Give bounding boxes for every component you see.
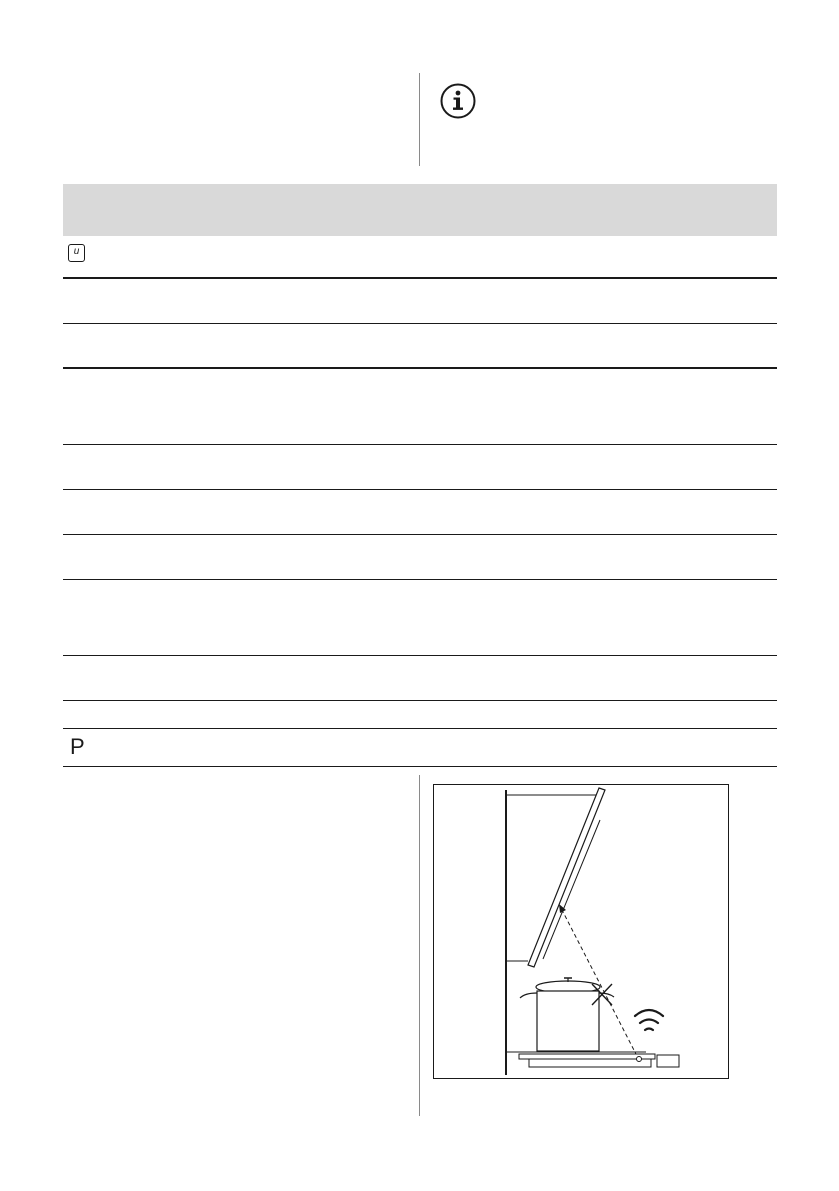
- table-row: [63, 324, 777, 369]
- table-row: [63, 490, 777, 535]
- table-row: [63, 580, 777, 656]
- info-icon: [440, 83, 476, 119]
- pause-symbol: P: [70, 734, 85, 759]
- column-divider-top: [419, 73, 420, 166]
- display-symbols-table: [63, 184, 777, 767]
- table-row: [63, 236, 777, 279]
- hob-to-hood-infrared-signal-illustration: [433, 784, 729, 1079]
- table-row: [63, 701, 777, 729]
- column-divider-bottom: [419, 775, 420, 1116]
- table-row: [63, 729, 777, 767]
- table-row: [63, 445, 777, 490]
- hob-indicator-symbol-icon: u: [68, 244, 85, 262]
- table-row: [63, 279, 777, 324]
- table-row: [63, 369, 777, 445]
- table-row: [63, 656, 777, 701]
- table-header: [63, 184, 777, 236]
- table-row: [63, 535, 777, 580]
